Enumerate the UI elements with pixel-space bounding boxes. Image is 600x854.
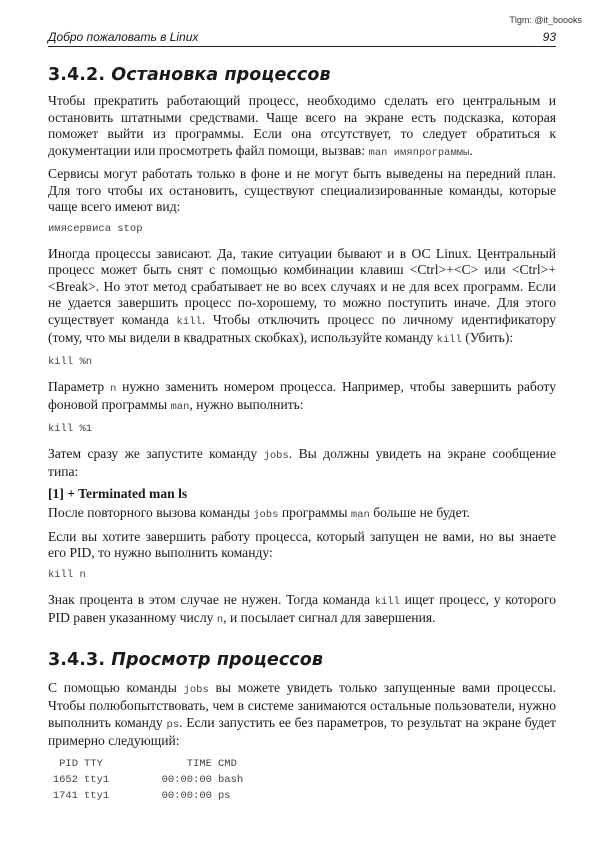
paragraph	[48, 246, 556, 349]
section-title: Просмотр процессов	[111, 649, 324, 670]
section-heading-3-4-2	[48, 64, 556, 86]
column-header-tty: TTY	[84, 757, 103, 770]
page-body	[48, 64, 556, 804]
column-header-time: TIME	[186, 757, 212, 770]
section-title: Остановка процессов	[111, 65, 331, 85]
text: С помощью команды	[48, 679, 184, 695]
running-title: Добро пожаловать в Linux	[48, 30, 199, 44]
inline-code: kill	[176, 315, 202, 328]
inline-code: jobs	[263, 449, 289, 462]
cell-time: 00:00:00	[161, 773, 212, 786]
text: нужно заменить номером процесса. Например, чтобы завершить работу фоновой программы	[48, 378, 556, 412]
inline-code: ps	[166, 718, 180, 731]
text: Иногда процессы зависают. Да, такие ситуации бывают и в ОС Linux. Центральный процесс может быть снят с помощью комбинации клавиш <Ctrl>+<C> или <Ctrl>+<Break>. Но этот метод срабатывает не во всех случаях и не для всех программ. Если не удается завершить процесс по-хорошему, то можно поступить иначе. Для этого существует команда	[48, 245, 556, 327]
code-block: имясервиса stop	[48, 222, 143, 235]
text: .	[469, 142, 473, 158]
code-block: kill n	[48, 568, 86, 581]
paragraph	[48, 505, 556, 524]
section-number: 3.4.3.	[48, 649, 106, 670]
inline-code: man имяпрограммы	[368, 146, 470, 159]
cell-tty: tty1	[84, 773, 110, 786]
cell-pid: 1741	[52, 789, 78, 802]
text: , и посылает сигнал для завершения.	[223, 610, 436, 625]
text: (Убить):	[461, 330, 514, 345]
page-number: 93	[542, 30, 556, 44]
text: , нужно выполнить:	[189, 397, 304, 412]
column-header-cmd: CMD	[218, 757, 237, 770]
inline-code: kill	[374, 595, 400, 608]
text: ищет процесс, у которого PID равен указанному числу	[48, 591, 556, 625]
paragraph	[48, 592, 556, 629]
terminal-message: [1] + Terminated man ls	[48, 485, 188, 501]
paragraph: Сервисы могут работать только в фоне и не могут быть выведены на передний план. Для того чтобы их остановить, существуют специализированные команды, которые чаще всего имеют вид:	[48, 166, 556, 214]
text: . Чтобы отключить процесс по личному идентификатору (тому, что мы видели в квадратных скобках), используйте команду	[48, 311, 556, 345]
text: вы можете увидеть только запущенные вами процессы. Чтобы полюбопытствовать, чем в системе занимаются остальные пользователи, нужно выполнить команду	[48, 679, 556, 730]
column-header-pid: PID	[59, 757, 78, 770]
code-block: kill %1	[48, 422, 93, 435]
inline-code: jobs	[183, 683, 209, 696]
cell-tty: tty1	[84, 789, 110, 802]
cell-pid: 1652	[52, 773, 78, 786]
paragraph	[48, 379, 556, 416]
table-row	[48, 788, 243, 804]
text: Чтобы прекратить работающий процесс, необходимо сделать его центральным и остановить штатными средствами. Чаще всего на экране есть подсказка, которая поможет выйти из программы. Если она отсутствует, то следует обратиться к документации или просмотреть файл помощи, вызвав:	[48, 93, 556, 158]
inline-code: man	[170, 401, 190, 413]
text: Затем сразу же запустите команду	[48, 445, 264, 461]
text: После повторного вызова команды	[48, 505, 254, 520]
cell-time: 00:00:00	[161, 789, 212, 802]
text: . Вы должны увидеть на экране сообщение типа:	[48, 445, 556, 479]
text: больше не будет.	[369, 505, 470, 520]
section-heading-3-4-3	[48, 649, 556, 671]
paragraph	[48, 680, 556, 750]
inline-code: kill	[436, 334, 462, 346]
inline-code: n	[216, 614, 224, 626]
text: Параметр	[48, 378, 111, 394]
cell-cmd: ps	[218, 789, 231, 802]
paragraph	[48, 446, 556, 481]
text: программы	[278, 505, 351, 520]
section-number: 3.4.2.	[48, 65, 106, 85]
running-header	[48, 28, 556, 47]
cell-cmd: bash	[218, 773, 244, 786]
text: Знак процента в этом случае не нужен. Тогда команда	[48, 591, 375, 607]
text: . Если запустить ее без параметров, то результат на экране будет примерно следующий:	[48, 714, 556, 748]
inline-code: jobs	[253, 509, 279, 521]
inline-code: n	[110, 382, 117, 395]
code-block: kill %n	[48, 355, 93, 368]
paragraph	[48, 93, 556, 161]
table-row	[48, 772, 243, 788]
paragraph: Если вы хотите завершить работу процесса, который запущен не вами, но вы знаете его PID, то нужно выполнить команду:	[48, 528, 556, 560]
channel-tag: Tlgm: @it_boooks	[509, 15, 582, 25]
inline-code: man	[350, 509, 370, 521]
table-header-row	[48, 756, 243, 772]
ps-output-table	[48, 756, 243, 804]
